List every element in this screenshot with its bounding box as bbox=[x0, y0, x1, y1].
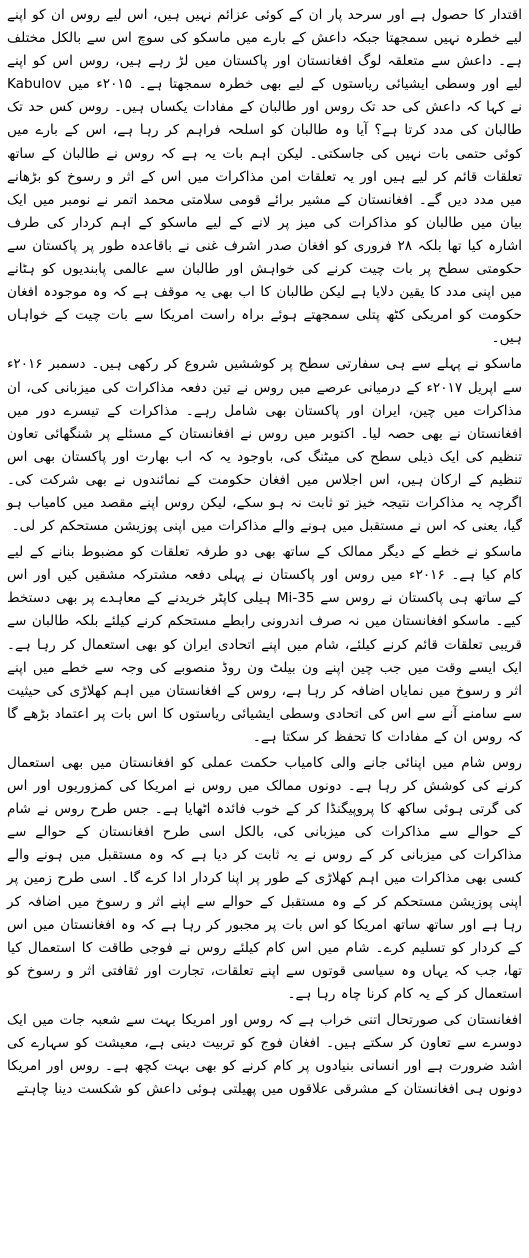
paragraph-2: ماسکو نے پہلے سے ہی سفارتی سطح پر کوششیں شروع کر رکھی ہیں۔ دسمبر ۲۰۱۶ء سے اپریل ۲۰۱۷ء کے درمیانی عرصے میں روس نے تین دفعہ مذاکرات کی میزبانی کی، ان مذاکرات میں چین، ایران اور پاکستان بھی شامل رہے۔ مذاکرات کے تیسرے دور میں افغانستان نے بھی حصہ لیا۔ اکتوبر میں روس نے افغانستان کے مسئلے پر شنگھائی تعاون تنظیم کی ایک ذیلی سطح کی میٹنگ کی، باوجود یہ کہ اب بھارت اور پاکستان بھی اس تنظیم کے ارکان ہیں، اس اجلاس میں افغان حکومت کے نمائندوں نے بھی شرکت کی۔ اگرچہ یہ مذاکرات نتیجہ خیز تو ثابت نہ ہو سکے، لیکن روس اپنے مقصد میں کامیاب ہو گیا، یعنی کہ اس نے مستقبل میں ہونے والے مذاکرات میں اپنی پوزیشن مستحکم کر لی۔ bbox=[7, 356, 522, 535]
paragraph-4: روس شام میں اپنائی جانے والی کامیاب حکمت عملی کو افغانستان میں بھی استعمال کرنے کی کوشش کر رہا ہے۔ دونوں ممالک میں روس نے امریکا کی کمزوریوں اور اس کی گرتی ہوئی ساکھ کا پروپیگنڈا کر کے خوب فائدہ اٹھایا ہے۔ جس طرح روس نے شام کے حوالے سے مذاکرات کی میزبانی کی، بالکل اسی طرح افغانستان کے حوالے سے مذاکرات کی میزبانی کر کے روس نے یہ ثابت کر دیا ہے کہ وہ مستقبل میں ہونے والے کسی بھی مذاکرات میں اہم کھلاڑی کے طور پر اپنا کردار ادا کرے گا۔ اسی طرح زمین پر اپنی پوزیشن مستحکم کر کے وہ مستقبل کے حوالے سے اپنے اثر و رسوخ میں اضافہ کر رہا ہے اور ساتھ ساتھ امریکا کو اس بات پر مجبور کر رہا ہے کہ وہ افغانستان میں اس کے کردار کو تسلیم کرے۔ شام میں اس کام کیلئے روس نے فوجی طاقت کا استعمال کیا تھا، جب کہ یہاں وہ سیاسی قوتوں سے اپنے تعلقات، تجارت اور ثقافتی اثر و رسوخ کو استعمال کر کے یہ کام کرنا چاہ رہا ہے۔ bbox=[7, 755, 522, 1002]
paragraph-3: ماسکو نے خطے کے دیگر ممالک کے ساتھ بھی دو طرفہ تعلقات کو مضبوط بنانے کے لیے کام کیا ہے۔ ۲۰۱۶ء میں روس اور پاکستان نے پہلی دفعہ مشترکہ مشقیں کیں اور اس کے ساتھ ہی پاکستان نے روس سے Mi-35 ہیلی کاپٹر خریدنے کے معاہدے پر بھی دستخط کیے۔ ماسکو افغانستان میں نہ صرف اندرونی رابطے مستحکم کرنے کیلئے بلکہ طالبان سے قریبی تعلقات قائم کرنے کیلئے، شام میں اپنے اتحادی ایران کو بھی استعمال کر رہا ہے۔ ایک ایسے وقت میں جب چین اپنے ون بیلٹ ون روڈ منصوبے کی وجہ سے خطے میں اپنے اثر و رسوخ میں نمایاں اضافہ کر رہا ہے، روس کے افغانستان میں اہم کھلاڑی کی حیثیت سے سامنے آنے سے اس کی اتحادی وسطی ایشیائی ریاستوں کا اس بات پر اعتماد بڑھے گا کہ روس ان کے مفادات کا تحفظ کر سکتا ہے۔ bbox=[7, 544, 523, 745]
paragraph-5: افغانستان کی صورتحال اتنی خراب ہے کہ روس اور امریکا بہت سے شعبہ جات میں ایک دوسرے سے تعاون کر سکتے ہیں۔ افغان فوج کو تربیت دینی ہے، معیشت کو سہارے کی اشد ضرورت ہے اور انسانی بنیادوں پر کام کرنے کو بھی بہت کچھ ہے۔ روس اور امریکا دونوں ہی افغانستان کے مشرقی علاقوں میں پھیلتی ہوئی داعش کو شکست دینا چاہتے bbox=[7, 1012, 522, 1098]
paragraph-1: اقتدار کا حصول ہے اور سرحد پار ان کے کوئی عزائم نہیں ہیں، اس لیے روس ان کو اپنے لیے خطرہ نہیں سمجھتا جبکہ داعش کے بارے میں ماسکو کی سوچ اس سے بالکل مختلف ہے۔ داعش سے متعلقہ لوگ افغانستان اور پاکستان میں لڑ رہے ہیں، روس اس کو اپنے لیے اور وسطی ایشیائی ریاستوں کے لیے بھی خطرہ سمجھتا ہے۔ ۲۰۱۵ء میں Kabulov نے کہا کہ داعش کی حد تک روس اور طالبان کے مفادات یکساں ہیں۔ روس کس حد تک طالبان کی مدد کرتا ہے؟ آیا وہ طالبان کو اسلحہ فراہم کر رہا ہے، اس کے بارے میں کوئی حتمی بات نہیں کی جاسکتی۔ لیکن اہم بات یہ ہے کہ روس نے طالبان کے ساتھ تعلقات قائم کر لیے ہیں اور یہ تعلقات امن مذاکرات میں اس کے اثر و رسوخ کو بڑھانے میں مدد دیں گے۔ افغانستان کے مشیر برائے قومی سلامتی محمد اتمر نے نومبر میں ایک بیان میں طالبان کو مذاکرات کی میز پر لانے کے لیے ماسکو کے اہم کردار کی طرف اشارہ کیا تھا بلکہ ۲۸ فروری کو افغان صدر اشرف غنی نے باقاعدہ طور پر پاکستان سے حکومتی سطح پر بات چیت کرنے کی خواہش اور طالبان سے عالمی پابندیوں کو ہٹانے میں اپنی مدد کا یقین دلایا ہے لیکن طالبان کا اب بھی یہ موقف ہے کہ وہ موجودہ افغان حکومت کو امریکی کٹھ پتلی سمجھتے ہوئے براہ راست امریکا سے بات چیت کے خواہاں ہیں۔ bbox=[7, 7, 522, 347]
